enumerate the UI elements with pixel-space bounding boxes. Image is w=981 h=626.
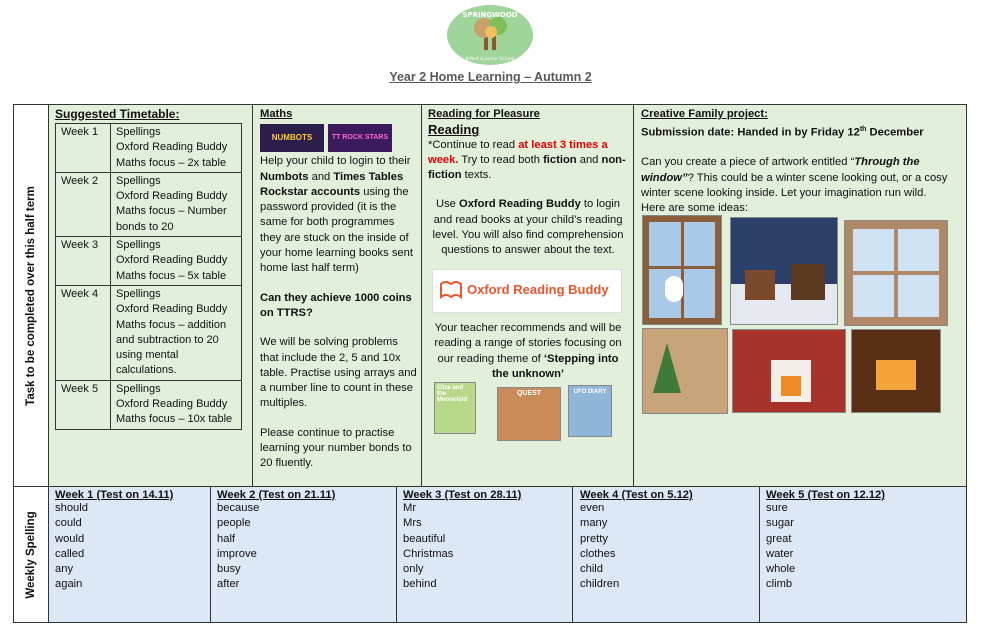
timetable-row bbox=[56, 237, 242, 286]
ttrs-logo: TT ROCK STARS bbox=[328, 124, 392, 152]
timetable-row bbox=[56, 172, 242, 236]
task-side-cell bbox=[14, 105, 49, 487]
spelling-week-1: Week 1 (Test on 14.11) should could would called any again bbox=[55, 489, 205, 593]
reading-paragraph-1: *Continue to read at least 3 times a week. Try to read both fiction and non-fiction texts. bbox=[428, 138, 626, 182]
idea-picture bbox=[730, 217, 838, 325]
timetable-row bbox=[56, 285, 242, 380]
timetable-tasks: Spellings Oxford Reading Buddy Maths focus – 10x table bbox=[111, 380, 242, 429]
book-icon bbox=[439, 280, 463, 300]
maths-paragraph-1: Help your child to login to their Numbots and Times Tables Rockstar accounts using the password provided (it is the same for both programmes they are stuck on the inside of your home learning books sent home last half term) bbox=[260, 155, 413, 275]
timetable-week: Week 1 bbox=[56, 124, 111, 173]
school-logo bbox=[446, 4, 534, 66]
document-title: Year 2 Home Learning – Autumn 2 bbox=[389, 70, 592, 84]
learning-grid bbox=[13, 104, 967, 623]
reading-subtitle: Reading bbox=[428, 122, 480, 138]
timetable-tasks: Spellings Oxford Reading Buddy Maths focus – 5x table bbox=[111, 237, 242, 286]
book-cover: Eliza and the Moonchild bbox=[434, 382, 476, 434]
idea-picture bbox=[851, 329, 941, 413]
timetable-tasks: Spellings Oxford Reading Buddy Maths focus – addition and subtraction to 20 using mental calculations. bbox=[111, 285, 242, 380]
spelling-header: Week 5 (Test on 12.12) bbox=[766, 489, 885, 501]
orb-label: Oxford Reading Buddy bbox=[467, 282, 609, 297]
book-cover: QUEST bbox=[497, 387, 561, 441]
idea-picture bbox=[642, 215, 722, 325]
spelling-week-4: Week 4 (Test on 5.12) even many pretty clothes child children bbox=[580, 489, 755, 593]
book-cover: UFO DIARY bbox=[568, 385, 612, 437]
maths-title: Maths bbox=[260, 108, 293, 120]
submission-date: Submission date: Handed in by Friday 12th December bbox=[641, 126, 924, 140]
creative-cell bbox=[641, 107, 959, 217]
logo-subtext: Infant & Junior School bbox=[465, 57, 515, 62]
oxford-reading-buddy-logo bbox=[432, 269, 622, 313]
spelling-header: Week 4 (Test on 5.12) bbox=[580, 489, 693, 501]
creative-title: Creative Family project: bbox=[641, 108, 768, 120]
reading-cell bbox=[428, 107, 628, 259]
task-side-label: Task to be completed over this half term bbox=[25, 185, 37, 406]
maths-paragraph-3: Please continue to practise learning your number bonds to 20 fluently. bbox=[260, 426, 412, 470]
timetable-tasks: Spellings Oxford Reading Buddy Maths focus – Number bonds to 20 bbox=[111, 172, 242, 236]
maths-logos bbox=[260, 122, 418, 154]
maths-question: Can they achieve 1000 coins on TTRS? bbox=[260, 291, 412, 319]
timetable-row bbox=[56, 124, 242, 173]
spelling-side-label: Weekly Spelling bbox=[25, 510, 37, 599]
idea-picture bbox=[732, 329, 846, 413]
logo-text: SPRINGWOOD bbox=[462, 11, 518, 19]
maths-paragraph-2: We will be solving problems that include the 2, 5 and 10x table. Practise using arrays and a number line to count in these multiples. bbox=[260, 336, 417, 410]
numbots-logo: NUMBOTS bbox=[260, 124, 324, 152]
timetable-week: Week 4 bbox=[56, 285, 111, 380]
spelling-side-cell bbox=[14, 487, 49, 622]
timetable-week: Week 3 bbox=[56, 237, 111, 286]
maths-cell bbox=[260, 107, 418, 472]
creative-paragraph-1: Can you create a piece of artwork entitled “Through the window”? This could be a winter scene looking out, or a cosy winter scene looking inside. Let your imagination run wild. bbox=[641, 156, 948, 199]
spelling-header: Week 1 (Test on 14.11) bbox=[55, 489, 174, 501]
reading-paragraph-3: Your teacher recommends and will be reading a range of stories focusing on our reading theme of ‘Stepping into the unknown’ bbox=[434, 322, 622, 380]
timetable-title: Suggested Timetable: bbox=[55, 107, 180, 121]
reading-title: Reading for Pleasure bbox=[428, 108, 540, 120]
spelling-week-2: Week 2 (Test on 21.11) because people half improve busy after bbox=[217, 489, 392, 593]
timetable-row bbox=[56, 380, 242, 429]
timetable-week: Week 5 bbox=[56, 380, 111, 429]
spelling-week-3: Week 3 (Test on 28.11) Mr Mrs beautiful Christmas only behind bbox=[403, 489, 568, 593]
spelling-header: Week 2 (Test on 21.11) bbox=[217, 489, 336, 501]
idea-picture bbox=[642, 328, 728, 414]
timetable-week: Week 2 bbox=[56, 172, 111, 236]
spelling-week-5: Week 5 (Test on 12.12) sure sugar great water whole climb bbox=[766, 489, 956, 593]
idea-picture bbox=[844, 220, 948, 326]
spelling-header: Week 3 (Test on 28.11) bbox=[403, 489, 522, 501]
timetable-table bbox=[55, 123, 242, 430]
timetable-tasks: Spellings Oxford Reading Buddy Maths focus – 2x table bbox=[111, 124, 242, 173]
reading-paragraph-2: Use Oxford Reading Buddy to login and read books at your child’s reading level. You will also find comprehension questions to answer about the text. bbox=[432, 198, 624, 257]
creative-paragraph-2: Here are some ideas: bbox=[641, 202, 748, 215]
